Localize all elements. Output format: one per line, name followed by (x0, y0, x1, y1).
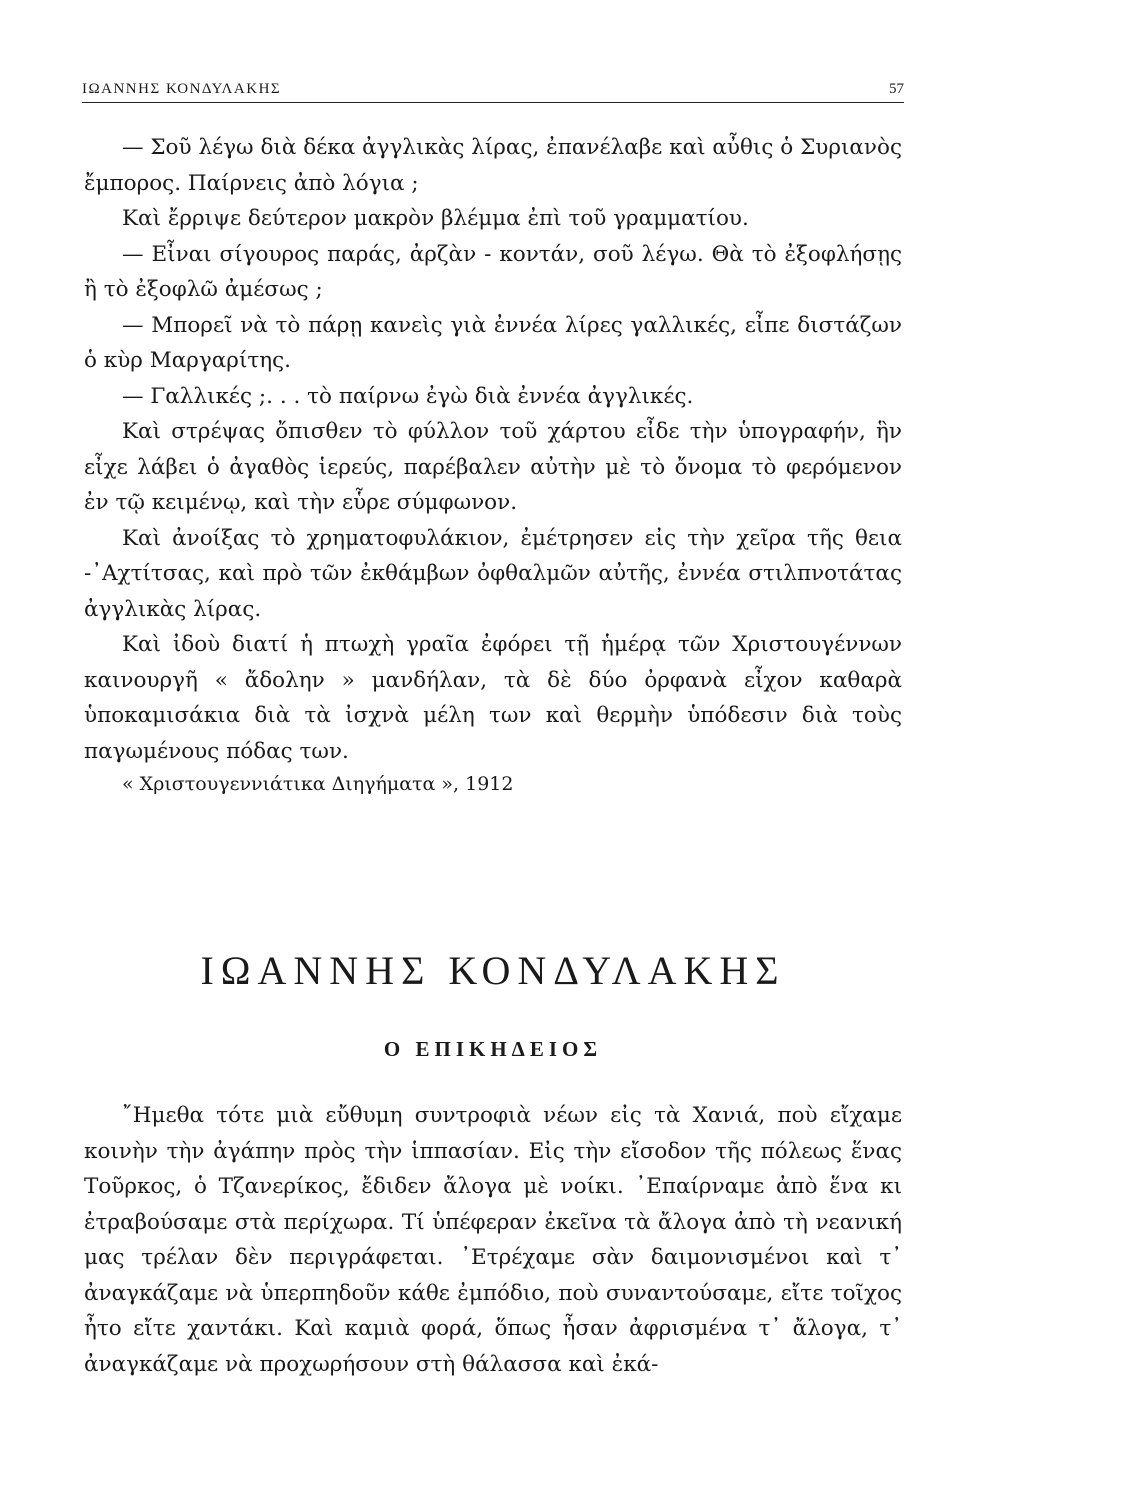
paragraph: Καὶ στρέψας ὄπισθεν τὸ φύλλον τοῦ χάρτου εἶδε τὴν ὑπογραφήν, ἣν εἶχε λάβει ὁ ἀγαθὸς ἱερεύς, παρέβαλεν αὐτὴν μὲ τὸ ὄνομα τὸ φερόμενον ἐν τῷ κειμένῳ, καὶ τὴν εὗρε σύμφωνον. (84, 419, 902, 515)
paragraph: Καὶ ἔρριψε δεύτερον μακρὸν βλέμμα ἐπὶ τοῦ γραμματίου. (122, 206, 749, 231)
source-citation: « Χριστουγεννιάτικα Διηγήματα », 1912 (122, 773, 514, 795)
running-title: ΙΩΑΝΝΗΣ ΚΟΝΔΥΛΑΚΗΣ (82, 81, 282, 97)
paragraph: Καὶ ἀνοίξας τὸ χρηματοφυλάκιον, ἐμέτρησεν εἰς τὴν χεῖρα τῆς θεια -᾿Αχτίτσας, καὶ πρὸ τῶν ἐκθάμβων ὀφθαλμῶν αὐτῆς, ἐννέα στιλπνοτάτας ἀγγλικὰς λίρας. (84, 525, 902, 622)
story-ending-text (84, 130, 902, 799)
paragraph: — Γαλλικές ;. . . τὸ παίρνω ἐγὼ διὰ ἐννέα ἀγγλικές. (122, 383, 694, 409)
story-opening-text (84, 1098, 902, 1382)
paragraph: — Μπορεῖ νὰ τὸ πάρῃ κανεὶς γιὰ ἐννέα λίρες γαλλικές, εἶπε διστάζων ὁ κὺρ Μαργαρίτης. (84, 312, 902, 373)
paragraph: ῎Ημεθα τότε μιὰ εὔθυμη συντροφιὰ νέων εἰς τὰ Χανιά, ποὺ εἴχαμε κοινὴν τὴν ἀγάπην πρὸς τὴν ἱππασίαν. Εἰς τὴν εἴσοδον τῆς πόλεως ἕνας Τοῦρκος, ὁ Τζανερίκος, ἔδιδεν ἄλογα μὲ νοίκι. ᾿Επαίρναμε ἀπὸ ἕνα κι ἐτραβούσαμε στὰ περίχωρα. Τί ὑπέφεραν ἐκεῖνα τὰ ἄλογα ἀπὸ τὴ νεανική μας τρέλαν δὲν περιγράφεται. ᾿Ετρέχαμε σὰν δαιμονισμένοι καὶ τ᾿ ἀναγκάζαμε νὰ ὑπερπηδοῦν κάθε ἐμπόδιο, ποὺ συναντούσαμε, εἴτε τοῖχος ἦτο εἴτε χαντάκι. Καὶ καμιὰ φορά, ὅπως ἦσαν ἀφρισμένα τ᾿ ἄλογα, τ᾿ ἀναγκάζαμε νὰ προχωρήσουν στὴ θάλασσα καὶ ἐκά- (84, 1103, 902, 1377)
page-number: 57 (889, 81, 904, 97)
running-header (82, 76, 904, 103)
paragraph: Καὶ ἰδοὺ διατί ἡ πτωχὴ γραῖα ἐφόρει τῇ ἡμέρᾳ τῶν Χριστουγέννων καινουργῆ « ἄδολην » μανδήλαν, τὰ δὲ δύο ὀρφανὰ εἶχον καθαρὰ ὑποκαμισάκια διὰ τὰ ἰσχνὰ μέλη των καὶ θερμὴν ὑπόδεσιν διὰ τοὺς παγωμένους πόδας των. (84, 632, 902, 764)
author-heading: ΙΩΑΝΝΗΣ ΚΟΝΔΥΛΑΚΗΣ (200, 947, 786, 993)
paragraph: — Σοῦ λέγω διὰ δέκα ἀγγλικὰς λίρας, ἐπανέλαβε καὶ αὖθις ὁ Συριανὸς ἔμπορος. Παίρνεις ἀπὸ λόγια ; (84, 135, 902, 196)
paragraph: — Εἶναι σίγουρος παράς, ἀρζὰν - κοντάν, σοῦ λέγω. Θὰ τὸ ἐξοφλήσῃς ἢ τὸ ἐξοφλῶ ἀμέσως ; (84, 241, 902, 302)
story-title: Ο ΕΠΙΚΗΔΕΙΟΣ (383, 1037, 603, 1062)
